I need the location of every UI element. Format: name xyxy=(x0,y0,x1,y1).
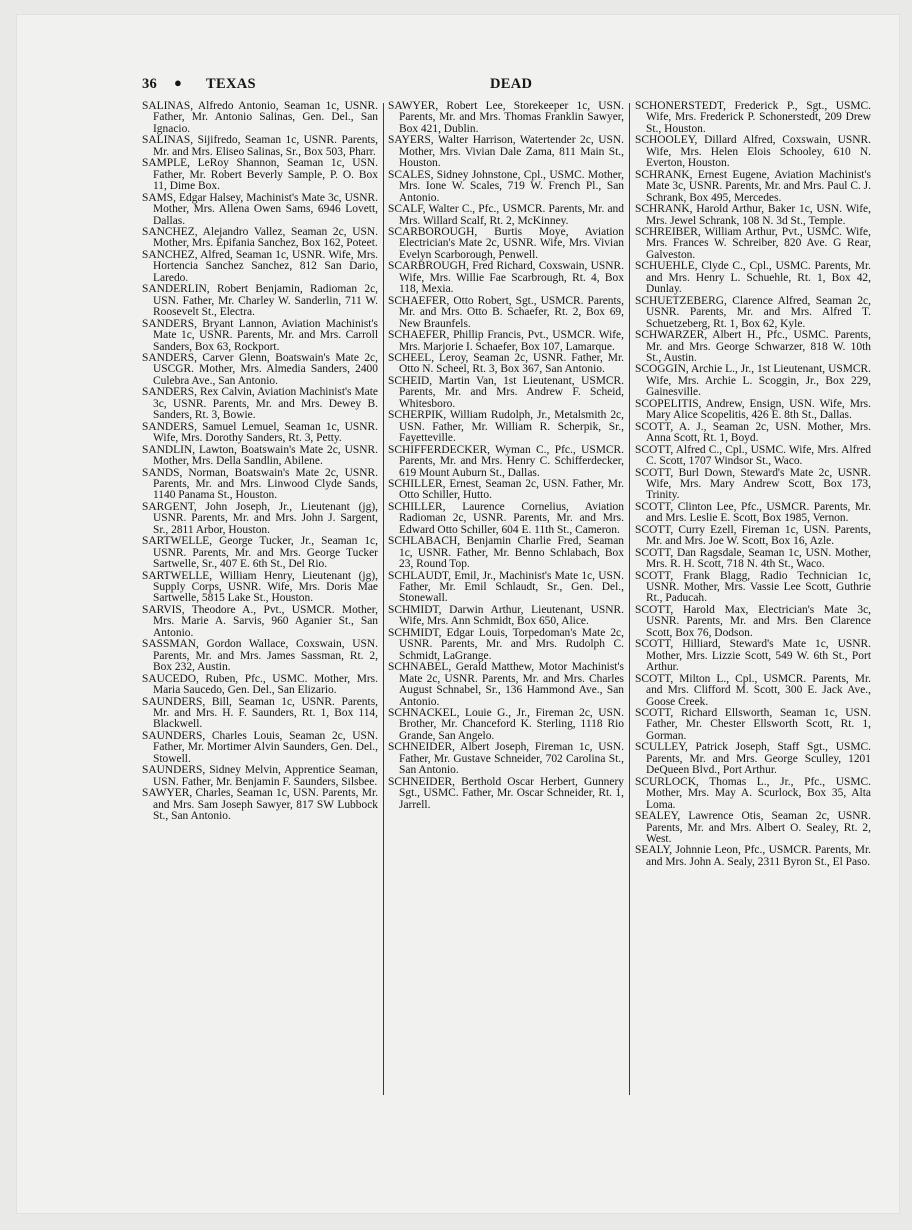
casualty-entry: SCHILLER, Laurence Cornelius, Aviation Radioman 2c, USNR. Parents, Mr. and Mrs. Edward Otto Schiller, 604 E. 11th St., Cameron. xyxy=(388,500,624,536)
page-number: 36 xyxy=(142,76,158,92)
column-divider xyxy=(383,103,384,1095)
casualty-entry: SAUNDERS, Bill, Seaman 1c, USNR. Parents, Mr. and Mrs. H. F. Saunders, Rt. 1, Box 114, Blackwell. xyxy=(142,695,378,731)
casualty-entry: SANDLIN, Lawton, Boatswain's Mate 2c, USNR. Mother, Mrs. Della Sandlin, Abilene. xyxy=(142,443,378,468)
casualty-entry: SAUNDERS, Sidney Melvin, Apprentice Seaman, USN. Father, Mr. Benjamin F. Saunders, Silsbee. xyxy=(142,764,378,788)
column-2 xyxy=(388,101,624,811)
casualty-entry: SCOTT, Frank Blagg, Radio Technician 1c, USNR. Mother, Mrs. Vassie Lee Scott, Guthrie Rt., Paducah. xyxy=(635,569,871,605)
column-3 xyxy=(635,101,871,868)
casualty-entry: SCOTT, Milton L., Cpl., USMCR. Parents, Mr. and Mrs. Clifford M. Scott, 300 E. Jack Ave., Goose Creek. xyxy=(635,672,871,708)
casualty-entry: SCHERPIK, William Rudolph, Jr., Metalsmith 2c, USN. Father, Mr. William R. Scherpik, Sr., Fayetteville. xyxy=(388,409,624,445)
casualty-entry: SCOTT, Hilliard, Steward's Mate 1c, USNR. Mother, Mrs. Lizzie Scott, 549 W. 6th St., Port Arthur. xyxy=(635,638,871,674)
casualty-entry: SCHEEL, Leroy, Seaman 2c, USNR. Father, Mr. Otto N. Scheel, Rt. 3, Box 367, San Antonio. xyxy=(388,351,624,376)
casualty-entry: SCOTT, Harold Max, Electrician's Mate 3c, USNR. Parents, Mr. and Mrs. Ben Clarence Scott, Box 76, Dodson. xyxy=(635,603,871,639)
casualty-entry: SAWYER, Robert Lee, Storekeeper 1c, USN. Parents, Mr. and Mrs. Thomas Franklin Sawyer, Box 421, Dublin. xyxy=(388,100,624,135)
section-heading: DEAD xyxy=(490,76,533,92)
casualty-entry: SCHOOLEY, Dillard Alfred, Coxswain, USNR. Wife, Mrs. Helen Elois Schooley, 610 N. Everton, Houston. xyxy=(635,134,871,170)
casualty-entry: SAMS, Edgar Halsey, Machinist's Mate 3c, USNR. Mother, Mrs. Allena Owen Sams, 6946 Lovett, Dallas. xyxy=(142,191,378,227)
casualty-entry: SCALF, Walter C., Pfc., USMCR. Parents, Mr. and Mrs. Willard Scalf, Rt. 2, McKinney. xyxy=(388,203,624,227)
casualty-entry: SARVIS, Theodore A., Pvt., USMCR. Mother, Mrs. Marie A. Sarvis, 960 Aganier St., San Antonio. xyxy=(142,603,378,639)
casualty-entry: SAUCEDO, Ruben, Pfc., USMC. Mother, Mrs. Maria Saucedo, Gen. Del., San Elizario. xyxy=(142,672,378,697)
casualty-entry: SALINAS, Sijifredo, Seaman 1c, USNR. Parents, Mr. and Mrs. Eliseo Salinas, Sr., Box 503, Pharr. xyxy=(142,134,378,158)
casualty-entry: SAUNDERS, Charles Louis, Seaman 2c, USN. Father, Mr. Mortimer Alvin Saunders, Gen. Del., Stowell. xyxy=(142,729,378,765)
casualty-entry: SAYERS, Walter Harrison, Watertender 2c, USN. Mother, Mrs. Vivian Dale Zama, 811 Main St., Houston. xyxy=(388,134,624,170)
casualty-entry: SANDERS, Samuel Lemuel, Seaman 1c, USNR. Wife, Mrs. Dorothy Sanders, Rt. 3, Petty. xyxy=(142,420,378,445)
casualty-entry: SEALEY, Lawrence Otis, Seaman 2c, USNR. Parents, Mr. and Mrs. Albert O. Sealey, Rt. 2, West. xyxy=(635,810,871,845)
casualty-entry: SANDERS, Bryant Lannon, Aviation Machinist's Mate 1c, USNR. Parents, Mr. and Mrs. Carroll Sanders, Box 63, Rockport. xyxy=(142,317,378,353)
casualty-entry: SCHNEIDER, Berthold Oscar Herbert, Gunnery Sgt., USMC. Father, Mr. Oscar Schneider, Rt. 1, Jarrell. xyxy=(388,775,624,811)
casualty-entry: SCHILLER, Ernest, Seaman 2c, USN. Father, Mr. Otto Schiller, Hutto. xyxy=(388,477,624,502)
casualty-entry: SCURLOCK, Thomas L., Jr., Pfc., USMC. Mother, Mrs. May A. Scurlock, Box 35, Alta Loma. xyxy=(635,775,871,811)
casualty-entry: SCOTT, Dan Ragsdale, Seaman 1c, USN. Mother, Mrs. R. H. Scott, 718 N. 4th St., Waco. xyxy=(635,546,871,571)
casualty-entry: SAWYER, Charles, Seaman 1c, USN. Parents, Mr. and Mrs. Sam Joseph Sawyer, 817 SW Lubbock St., San Antonio. xyxy=(142,787,378,823)
casualty-entry: SCHMIDT, Edgar Louis, Torpedoman's Mate 2c, USNR. Parents, Mr. and Mrs. Rudolph C. Schmidt, LaGrange. xyxy=(388,626,624,662)
casualty-entry: SANDERS, Carver Glenn, Boatswain's Mate 2c, USCGR. Mother, Mrs. Almedia Sanders, 2400 Culebra Ave., San Antonio. xyxy=(142,351,378,387)
casualty-entry: SCHRANK, Ernest Eugene, Aviation Machinist's Mate 3c, USNR. Parents, Mr. and Mrs. Paul C. J. Schrank, Box 495, Mercedes. xyxy=(635,168,871,204)
casualty-entry: SCHLAUDT, Emil, Jr., Machinist's Mate 1c, USN. Father, Mr. Emil Schlaudt, Sr., Gen. Del., Stonewall. xyxy=(388,569,624,605)
casualty-entry: SASSMAN, Gordon Wallace, Coxswain, USN. Parents, Mr. and Mrs. James Sassman, Rt. 2, Box 232, Austin. xyxy=(142,638,378,674)
casualty-entry: SCHRANK, Harold Arthur, Baker 1c, USN. Wife, Mrs. Jewel Schrank, 108 N. 3d St., Temple. xyxy=(635,203,871,227)
casualty-entry: SCHAEFER, Otto Robert, Sgt., USMCR. Parents, Mr. and Mrs. Otto B. Schaefer, Rt. 2, Box 69, New Braunfels. xyxy=(388,294,624,330)
casualty-entry: SCHWARZER, Albert H., Pfc., USMC. Parents, Mr. and Mrs. George Schwarzer, 818 W. 10th St., Austin. xyxy=(635,329,871,364)
casualty-entry: SCHUETZEBERG, Clarence Alfred, Seaman 2c, USNR. Parents, Mr. and Mrs. Alfred T. Schuetzeberg, Rt. 1, Box 62, Kyle. xyxy=(635,294,871,330)
casualty-entry: SANDERLIN, Robert Benjamin, Radioman 2c, USN. Father, Mr. Charley W. Sanderlin, 711 W. Roosevelt St., Electra. xyxy=(142,283,378,319)
casualty-entry: SAMPLE, LeRoy Shannon, Seaman 1c, USN. Father, Mr. Robert Beverly Sample, P. O. Box 11, Dime Box. xyxy=(142,157,378,193)
casualty-entry: SCOTT, Curry Ezell, Fireman 1c, USN. Parents, Mr. and Mrs. Joe W. Scott, Box 16, Azle. xyxy=(635,523,871,548)
bullet-icon: ● xyxy=(174,75,183,90)
casualty-entry: SCHNEIDER, Albert Joseph, Fireman 1c, USN. Father, Mr. Gustave Schneider, 702 Carolina St., San Antonio. xyxy=(388,741,624,777)
casualty-entry: SCOTT, Burl Down, Steward's Mate 2c, USNR. Wife, Mrs. Mary Andrew Scott, Box 173, Trinity. xyxy=(635,466,871,502)
casualty-entry: SCHMIDT, Darwin Arthur, Lieutenant, USNR. Wife, Mrs. Ann Schmidt, Box 650, Alice. xyxy=(388,603,624,628)
page-header xyxy=(142,76,767,96)
casualty-entry: SARTWELLE, William Henry, Lieutenant (jg), Supply Corps, USNR. Wife, Mrs. Doris Mae Sartwelle, 5815 Lake St., Houston. xyxy=(142,569,378,605)
casualty-entry: SANCHEZ, Alfred, Seaman 1c, USNR. Wife, Mrs. Hortencia Sanchez Sanchez, 812 San Dario, Laredo. xyxy=(142,248,378,284)
casualty-entry: SCOTT, Richard Ellsworth, Seaman 1c, USN. Father, Mr. Chester Ellsworth Scott, Rt. 1, Gorman. xyxy=(635,707,871,742)
casualty-entry: SCULLEY, Patrick Joseph, Staff Sgt., USMC. Parents, Mr. and Mrs. George Sculley, 1201 DeQueen Blvd., Port Arthur. xyxy=(635,741,871,777)
casualty-entry: SCHIFFERDECKER, Wyman C., Pfc., USMCR. Parents, Mr. and Mrs. Henry C. Schifferdecker, 619 Mount Auburn St., Dallas. xyxy=(388,443,624,479)
casualty-entry: SCOPELITIS, Andrew, Ensign, USN. Wife, Mrs. Mary Alice Scopelitis, 426 E. 8th St., Dallas. xyxy=(635,397,871,422)
casualty-entry: SCHNABEL, Gerald Matthew, Motor Machinist's Mate 2c, USNR. Parents, Mr. and Mrs. Charles August Schnabel, Sr., 136 Hammond Ave., San Antonio. xyxy=(388,661,624,708)
casualty-entry: SCOTT, Clinton Lee, Pfc., USMCR. Parents, Mr. and Mrs. Leslie E. Scott, Box 1985, Vernon. xyxy=(635,500,871,525)
column-divider xyxy=(629,103,630,1095)
casualty-entry: SCOTT, Alfred C., Cpl., USMC. Wife, Mrs. Alfred C. Scott, 1707 Windsor St., Waco. xyxy=(635,443,871,468)
casualty-entry: SEALY, Johnnie Leon, Pfc., USMCR. Parents, Mr. and Mrs. John A. Sealy, 2311 Byron St., El Paso. xyxy=(635,844,871,868)
casualty-entry: SCALES, Sidney Johnstone, Cpl., USMC. Mother, Mrs. Ione W. Scales, 719 W. French Pl., San Antonio. xyxy=(388,168,624,204)
casualty-entry: SCOGGIN, Archie L., Jr., 1st Lieutenant, USMCR. Wife, Mrs. Archie L. Scoggin, Jr., Box 229, Gainesville. xyxy=(635,363,871,399)
column-1 xyxy=(142,101,378,823)
casualty-entry: SALINAS, Alfredo Antonio, Seaman 1c, USNR. Father, Mr. Antonio Salinas, Gen. Del., San Ignacio. xyxy=(142,100,378,135)
casualty-entry: SANDS, Norman, Boatswain's Mate 2c, USNR. Parents, Mr. and Mrs. Linwood Clyde Sands, 1140 Panama St., Houston. xyxy=(142,466,378,502)
casualty-entry: SCHREIBER, William Arthur, Pvt., USMC. Wife, Mrs. Frances W. Schreiber, 820 Ave. G Rear, Galveston. xyxy=(635,225,871,261)
casualty-entry: SCHEID, Martin Van, 1st Lieutenant, USMCR. Parents, Mr. and Mrs. Andrew F. Scheid, Whitesboro. xyxy=(388,374,624,410)
casualty-entry: SCHONERSTEDT, Frederick P., Sgt., USMC. Wife, Mrs. Frederick P. Schonerstedt, 209 Drew St., Houston. xyxy=(635,100,871,135)
casualty-entry: SCHUEHLE, Clyde C., Cpl., USMC. Parents, Mr. and Mrs. Henry L. Schuehle, Rt. 1, Box 42, Dunlay. xyxy=(635,260,871,296)
casualty-entry: SCHNACKEL, Louie G., Jr., Fireman 2c, USN. Brother, Mr. Chanceford K. Sterling, 1118 Rio Grande, San Angelo. xyxy=(388,707,624,742)
casualty-entry: SCHLABACH, Benjamin Charlie Fred, Seaman 1c, USNR. Father, Mr. Benno Schlabach, Box 23, Round Top. xyxy=(388,535,624,571)
casualty-entry: SCARBROUGH, Fred Richard, Coxswain, USNR. Wife, Mrs. Willie Fae Scarbrough, Rt. 4, Box 118, Mexia. xyxy=(388,260,624,296)
casualty-entry: SARTWELLE, George Tucker, Jr., Seaman 1c, USNR. Parents, Mr. and Mrs. George Tucker Sartwelle, Sr., 407 E. 6th St., Del Rio. xyxy=(142,535,378,571)
casualty-entry: SCOTT, A. J., Seaman 2c, USN. Mother, Mrs. Anna Scott, Rt. 1, Boyd. xyxy=(635,420,871,445)
casualty-entry: SCHAEFER, Phillip Francis, Pvt., USMCR. Wife, Mrs. Marjorie I. Schaefer, Box 107, Lamarque. xyxy=(388,329,624,353)
casualty-entry: SANDERS, Rex Calvin, Aviation Machinist's Mate 3c, USNR. Parents, Mr. and Mrs. Dewey B. Sanders, Rt. 3, Bowie. xyxy=(142,386,378,422)
casualty-entry: SARGENT, John Joseph, Jr., Lieutenant (jg), USNR. Parents, Mr. and Mrs. John J. Sargent, Sr., 2811 Arbor, Houston. xyxy=(142,500,378,536)
state-heading: TEXAS xyxy=(206,76,256,92)
casualty-entry: SCARBOROUGH, Burtis Moye, Aviation Electrician's Mate 2c, USNR. Wife, Mrs. Vivian Evelyn Scarborough, Penwell. xyxy=(388,225,624,261)
casualty-entry: SANCHEZ, Alejandro Vallez, Seaman 2c, USN. Mother, Mrs. Epifania Sanchez, Box 162, Poteet. xyxy=(142,225,378,250)
